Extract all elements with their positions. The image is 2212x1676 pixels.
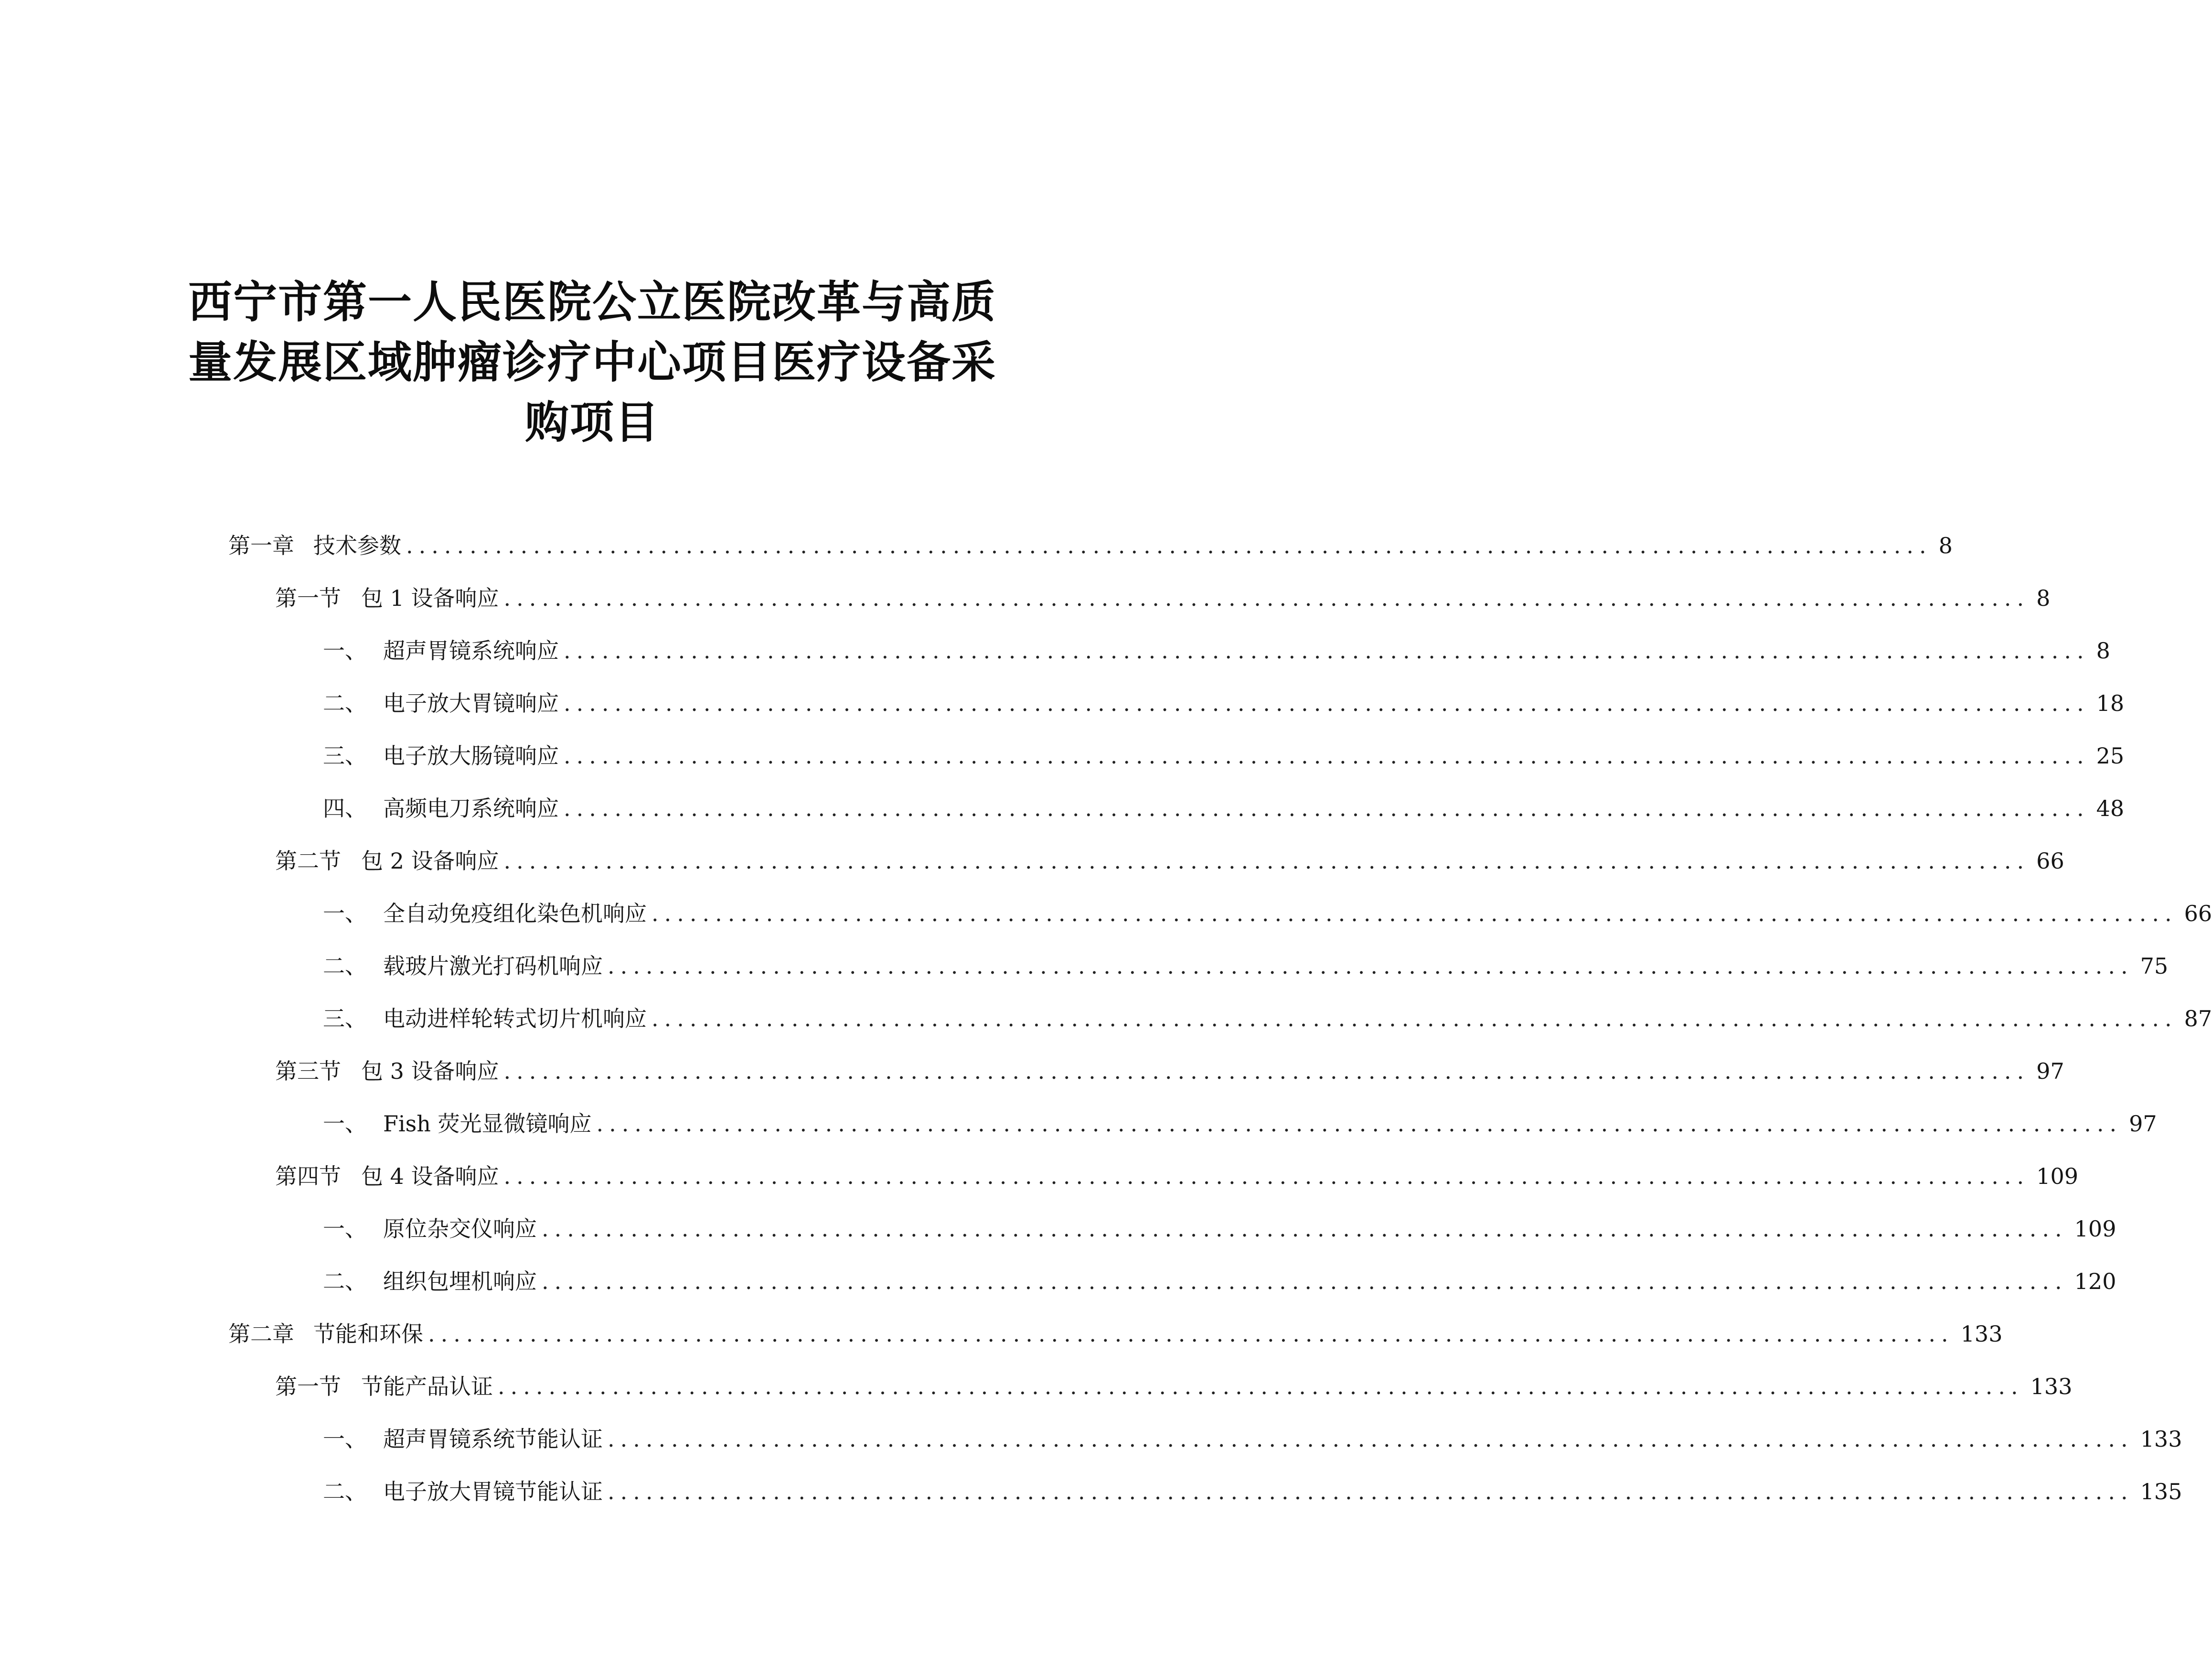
toc-item-entry[interactable] [323, 899, 2212, 928]
toc-entry-label: 原位杂交仪响应 [383, 1216, 537, 1242]
toc-entry-label: 组织包埋机响应 [383, 1268, 537, 1294]
toc-item-entry[interactable] [323, 1214, 2116, 1243]
toc-entry-number: 第一节 [275, 1374, 341, 1399]
toc-entry-label: 电子放大肠镜响应 [383, 743, 559, 769]
toc-entry-number: 三、 [323, 743, 367, 769]
toc-entry-page: 8 [2036, 585, 2051, 611]
toc-entry-label: 节能和环保 [313, 1321, 423, 1347]
toc-entry-number: 二、 [323, 690, 367, 716]
toc-leader-dots: ........................................................................................................................ [542, 1216, 2068, 1242]
toc-entry-label: 技术参数 [313, 533, 401, 559]
toc-entry-number: 四、 [323, 795, 367, 821]
toc-leader-dots: ........................................................................................................................ [652, 901, 2178, 926]
toc-entry-page: 120 [2074, 1268, 2116, 1294]
toc-entry-number: 一、 [323, 1111, 367, 1137]
toc-leader-dots: ........................................................................................................................ [564, 638, 2090, 664]
toc-entry-label: 包 3 设备响应 [361, 1058, 499, 1084]
toc-leader-dots: ........................................................................................................................ [428, 1321, 1954, 1347]
toc-entry-page: 87 [2184, 1006, 2212, 1031]
toc-entry-page: 133 [2030, 1374, 2073, 1399]
toc-item-entry[interactable] [323, 1004, 2212, 1033]
toc-entry-page: 48 [2096, 795, 2125, 821]
toc-item-entry[interactable] [323, 689, 2125, 718]
toc-entry-page: 109 [2036, 1163, 2078, 1189]
toc-entry-label: Fish 荧光显微镜响应 [383, 1111, 592, 1137]
toc-entry-number: 一、 [323, 901, 367, 926]
toc-item-entry[interactable] [323, 1109, 2157, 1138]
toc-leader-dots: ........................................................................................................................ [503, 848, 2030, 874]
toc-item-entry[interactable] [323, 1267, 2116, 1296]
toc-leader-dots: ........................................................................................................................ [596, 1111, 2123, 1137]
toc-entry-label: 全自动免疫组化染色机响应 [383, 901, 647, 926]
toc-entry-number: 第二节 [275, 848, 341, 874]
toc-leader-dots: ........................................................................................................................ [503, 585, 2030, 611]
document-title [182, 272, 1003, 453]
toc-item-entry[interactable] [323, 741, 2125, 770]
title-line: 西宁市第一人民医院公立医院改革与高质 [188, 276, 996, 328]
toc-item-entry[interactable] [323, 952, 2169, 980]
toc-leader-dots: ........................................................................................................................ [406, 533, 1932, 559]
toc-entry-number: 第三节 [275, 1058, 341, 1084]
toc-leader-dots: ........................................................................................................................ [608, 1479, 2134, 1504]
toc-entry-page: 18 [2096, 690, 2125, 716]
toc-entry-number: 第一章 [228, 533, 294, 559]
toc-entry-label: 电动进样轮转式切片机响应 [383, 1006, 647, 1031]
toc-entry-number: 二、 [323, 1479, 367, 1504]
toc-section-entry[interactable] [275, 1162, 2078, 1191]
toc-chapter-entry[interactable] [228, 531, 1953, 560]
toc-entry-page: 66 [2036, 848, 2064, 874]
toc-entry-number: 一、 [323, 1426, 367, 1452]
toc-entry-number: 第四节 [275, 1163, 341, 1189]
toc-item-entry[interactable] [323, 794, 2125, 823]
toc-section-entry[interactable] [275, 1057, 2064, 1085]
toc-entry-page: 97 [2036, 1058, 2064, 1084]
toc-entry-page: 25 [2096, 743, 2125, 769]
title-line: 购项目 [524, 397, 660, 448]
toc-leader-dots: ........................................................................................................................ [564, 690, 2090, 716]
toc-entry-page: 66 [2184, 901, 2212, 926]
toc-leader-dots: ........................................................................................................................ [498, 1374, 2024, 1399]
toc-entry-label: 载玻片激光打码机响应 [383, 953, 603, 979]
toc-entry-number: 一、 [323, 1216, 367, 1242]
toc-entry-label: 电子放大胃镜节能认证 [383, 1479, 603, 1504]
toc-entry-number: 三、 [323, 1006, 367, 1031]
toc-section-entry[interactable] [275, 847, 2064, 875]
toc-entry-page: 75 [2140, 953, 2169, 979]
toc-leader-dots: ........................................................................................................................ [503, 1058, 2030, 1084]
toc-entry-page: 133 [1960, 1321, 2003, 1347]
toc-entry-label: 包 1 设备响应 [361, 585, 499, 611]
toc-leader-dots: ........................................................................................................................ [564, 795, 2090, 821]
toc-leader-dots: ........................................................................................................................ [608, 953, 2134, 979]
toc-leader-dots: ........................................................................................................................ [564, 743, 2090, 769]
toc-entry-number: 第二章 [228, 1321, 294, 1347]
toc-item-entry[interactable] [323, 1477, 2182, 1506]
toc-section-entry[interactable] [275, 1372, 2073, 1401]
toc-entry-page: 8 [2096, 638, 2110, 664]
toc-leader-dots: ........................................................................................................................ [652, 1006, 2178, 1031]
toc-entry-label: 超声胃镜系统响应 [383, 638, 559, 664]
title-line: 量发展区域肿瘤诊疗中心项目医疗设备采 [188, 336, 996, 388]
toc-leader-dots: ........................................................................................................................ [542, 1268, 2068, 1294]
toc-section-entry[interactable] [275, 584, 2051, 612]
toc-leader-dots: ........................................................................................................................ [608, 1426, 2134, 1452]
toc-chapter-entry[interactable] [228, 1320, 2003, 1348]
toc-entry-label: 电子放大胃镜响应 [383, 690, 559, 716]
toc-entry-number: 二、 [323, 1268, 367, 1294]
toc-entry-page: 135 [2140, 1479, 2182, 1504]
toc-entry-number: 二、 [323, 953, 367, 979]
toc-entry-page: 133 [2140, 1426, 2182, 1452]
toc-entry-page: 109 [2074, 1216, 2116, 1242]
toc-entry-page: 97 [2129, 1111, 2157, 1137]
toc-entry-label: 节能产品认证 [361, 1374, 493, 1399]
toc-entry-number: 第一节 [275, 585, 341, 611]
toc-entry-label: 包 2 设备响应 [361, 848, 499, 874]
toc-item-entry[interactable] [323, 1425, 2182, 1453]
toc-entry-label: 超声胃镜系统节能认证 [383, 1426, 603, 1452]
toc-entry-label: 包 4 设备响应 [361, 1163, 499, 1189]
toc-leader-dots: ........................................................................................................................ [503, 1163, 2030, 1189]
toc-entry-number: 一、 [323, 638, 367, 664]
toc-entry-page: 8 [1938, 533, 1953, 559]
toc-item-entry[interactable] [323, 636, 2110, 665]
toc-entry-label: 高频电刀系统响应 [383, 795, 559, 821]
